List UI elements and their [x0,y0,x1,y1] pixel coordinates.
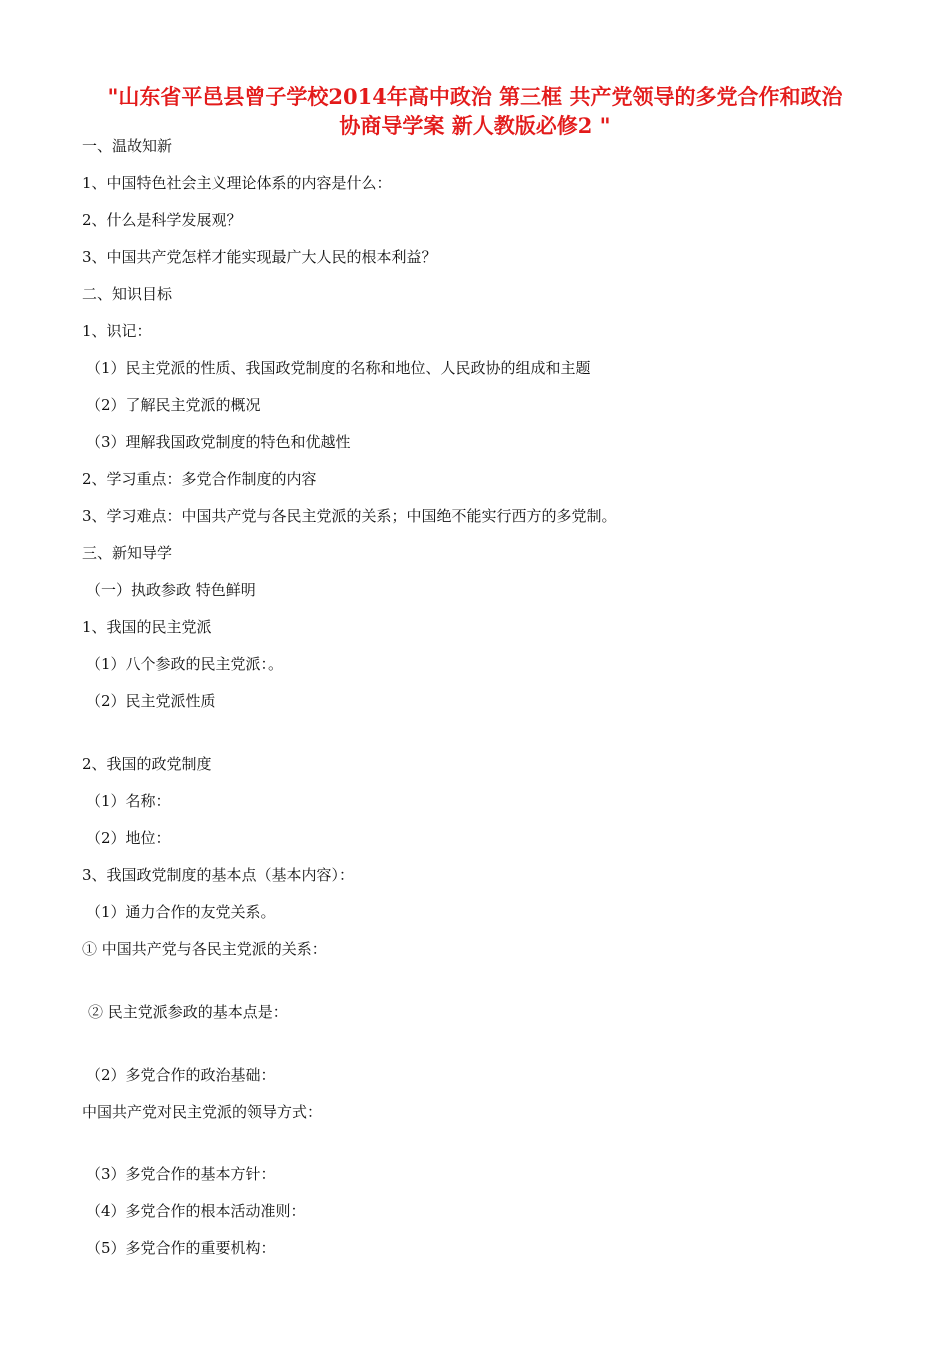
topic-item-name: （1）名称： [86,792,171,810]
leadership-method: 中国共产党对民主党派的领导方式： [82,1103,323,1121]
topic-item-political-basis: （2）多党合作的政治基础： [86,1066,276,1084]
point-participation: ② 民主党派参政的基本点是： [88,1003,288,1021]
goal-key-point: 2、学习重点：多党合作制度的内容 [82,470,317,488]
topic-party-system: 2、我国的政党制度 [82,755,212,773]
section-heading-goals: 二、知识目标 [82,285,173,303]
section-heading-review: 一、温故知新 [82,137,173,155]
goal-difficulty: 3、学习难点：中国共产党与各民主党派的关系；中国绝不能实行西方的多党制。 [82,507,617,525]
topic-basic-points: 3、我国政党制度的基本点（基本内容）： [82,866,355,884]
topic-item-status: （2）地位： [86,829,171,847]
point-relationship: ① 中国共产党与各民主党派的关系： [82,940,327,958]
goal-item-2: （2）了解民主党派的概况 [86,396,261,414]
topic-item-policy: （3）多党合作的基本方针： [86,1165,276,1183]
review-question-1: 1、中国特色社会主义理论体系的内容是什么： [82,174,392,192]
goal-memorize: 1、识记： [82,322,152,340]
title-line-1: "山东省平邑县曾子学校2014年高中政治 第三框 共产党领导的多党合作和政治 [107,84,843,109]
topic-democratic-parties: 1、我国的民主党派 [82,618,212,636]
review-question-3: 3、中国共产党怎样才能实现最广大人民的根本利益？ [82,248,437,266]
section-heading-new-knowledge: 三、新知导学 [82,544,173,562]
topic-item-cooperation: （1）通力合作的友党关系。 [86,903,276,921]
subsection-heading: （一）执政参政 特色鲜明 [86,581,256,599]
topic-item-eight-parties: （1）八个参政的民主党派：。 [86,655,284,673]
topic-item-institution: （5）多党合作的重要机构： [86,1239,276,1257]
document-title [60,82,890,140]
review-question-2: 2、什么是科学发展观？ [82,211,242,229]
goal-item-1: （1）民主党派的性质、我国政党制度的名称和地位、人民政协的组成和主题 [86,359,591,377]
title-line-2: 协商导学案 新人教版必修2 " [339,113,611,138]
topic-item-party-nature: （2）民主党派性质 [86,692,216,710]
topic-item-principle: （4）多党合作的根本活动准则： [86,1202,306,1220]
goal-item-3: （3）理解我国政党制度的特色和优越性 [86,433,351,451]
